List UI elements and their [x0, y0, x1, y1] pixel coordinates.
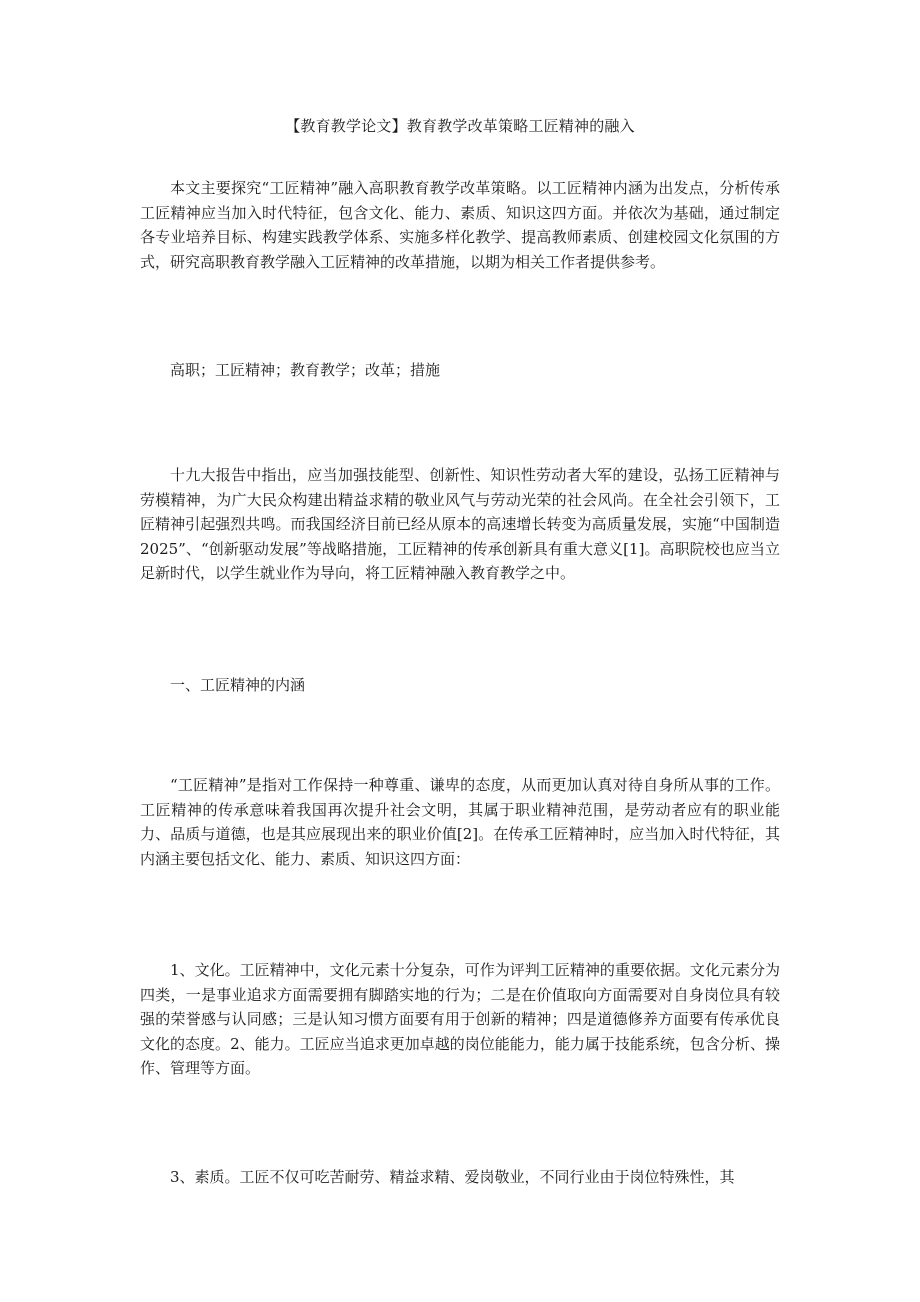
- section-heading: 一、工匠精神的内涵: [170, 676, 306, 694]
- quality-paragraph: 3、素质。工匠不仅可吃苦耐劳、精益求精、爱岗敬业，不同行业由于岗位特殊性，其: [170, 1168, 735, 1186]
- abstract-paragraph: 本文主要探究“工匠精神”融入高职教育教学改革策略。以工匠精神内涵为出发点，分析传承工匠精神应当加入时代特征，包含文化、能力、素质、知识这四方面。并依次为基础，通过制定各专业培养目标、构建实践教学体系、实施多样化教学、提高教师素质、创建校园文化氛围的方式，研究高职教育教学融入工匠精神的改革措施，以期为相关工作者提供参考。: [140, 179, 780, 271]
- document-title: 【教育教学论文】教育教学改革策略工匠精神的融入: [285, 117, 635, 135]
- keywords-line: 高职；工匠精神；教育教学；改革；措施: [170, 361, 441, 379]
- culture-ability-paragraph: 1、文化。工匠精神中，文化元素十分复杂，可作为评判工匠精神的重要依据。文化元素分为四类，一是事业追求方面需要拥有脚踏实地的行为；二是在价值取向方面需要对自身岗位具有较强的荣誉感与认同感；三是认知习惯方面要有用于创新的精神；四是道德修养方面要有传承优良文化的态度。2、能力。工匠应当追求更加卓越的岗位能能力，能力属于技能系统，包含分析、操作、管理等方面。: [140, 961, 780, 1078]
- meaning-paragraph: “工匠精神”是指对工作保持一种尊重、谦卑的态度，从而更加认真对待自身所从事的工作。工匠精神的传承意味着我国再次提升社会文明，其属于职业精神范围，是劳动者应有的职业能力、品质与道德，也是其应展现出来的职业价值[2]。在传承工匠精神时，应当加入时代特征，其内涵主要包括文化、能力、素质、知识这四方面：: [140, 776, 780, 868]
- intro-paragraph: 十九大报告中指出，应当加强技能型、创新性、知识性劳动者大军的建设，弘扬工匠精神与劳模精神，为广大民众构建出精益求精的敬业风气与劳动光荣的社会风尚。在全社会引领下，工匠精神引起强烈共鸣。而我国经济目前已经从原本的高速增长转变为高质量发展，实施“中国制造 2025”、“创新驱动发展”等战略措施，工匠精神的传承创新具有重大意义[1]。高职院校也应当立足新时代，以学生就业作为导向，将工匠精神融入教育教学之中。: [140, 466, 780, 583]
